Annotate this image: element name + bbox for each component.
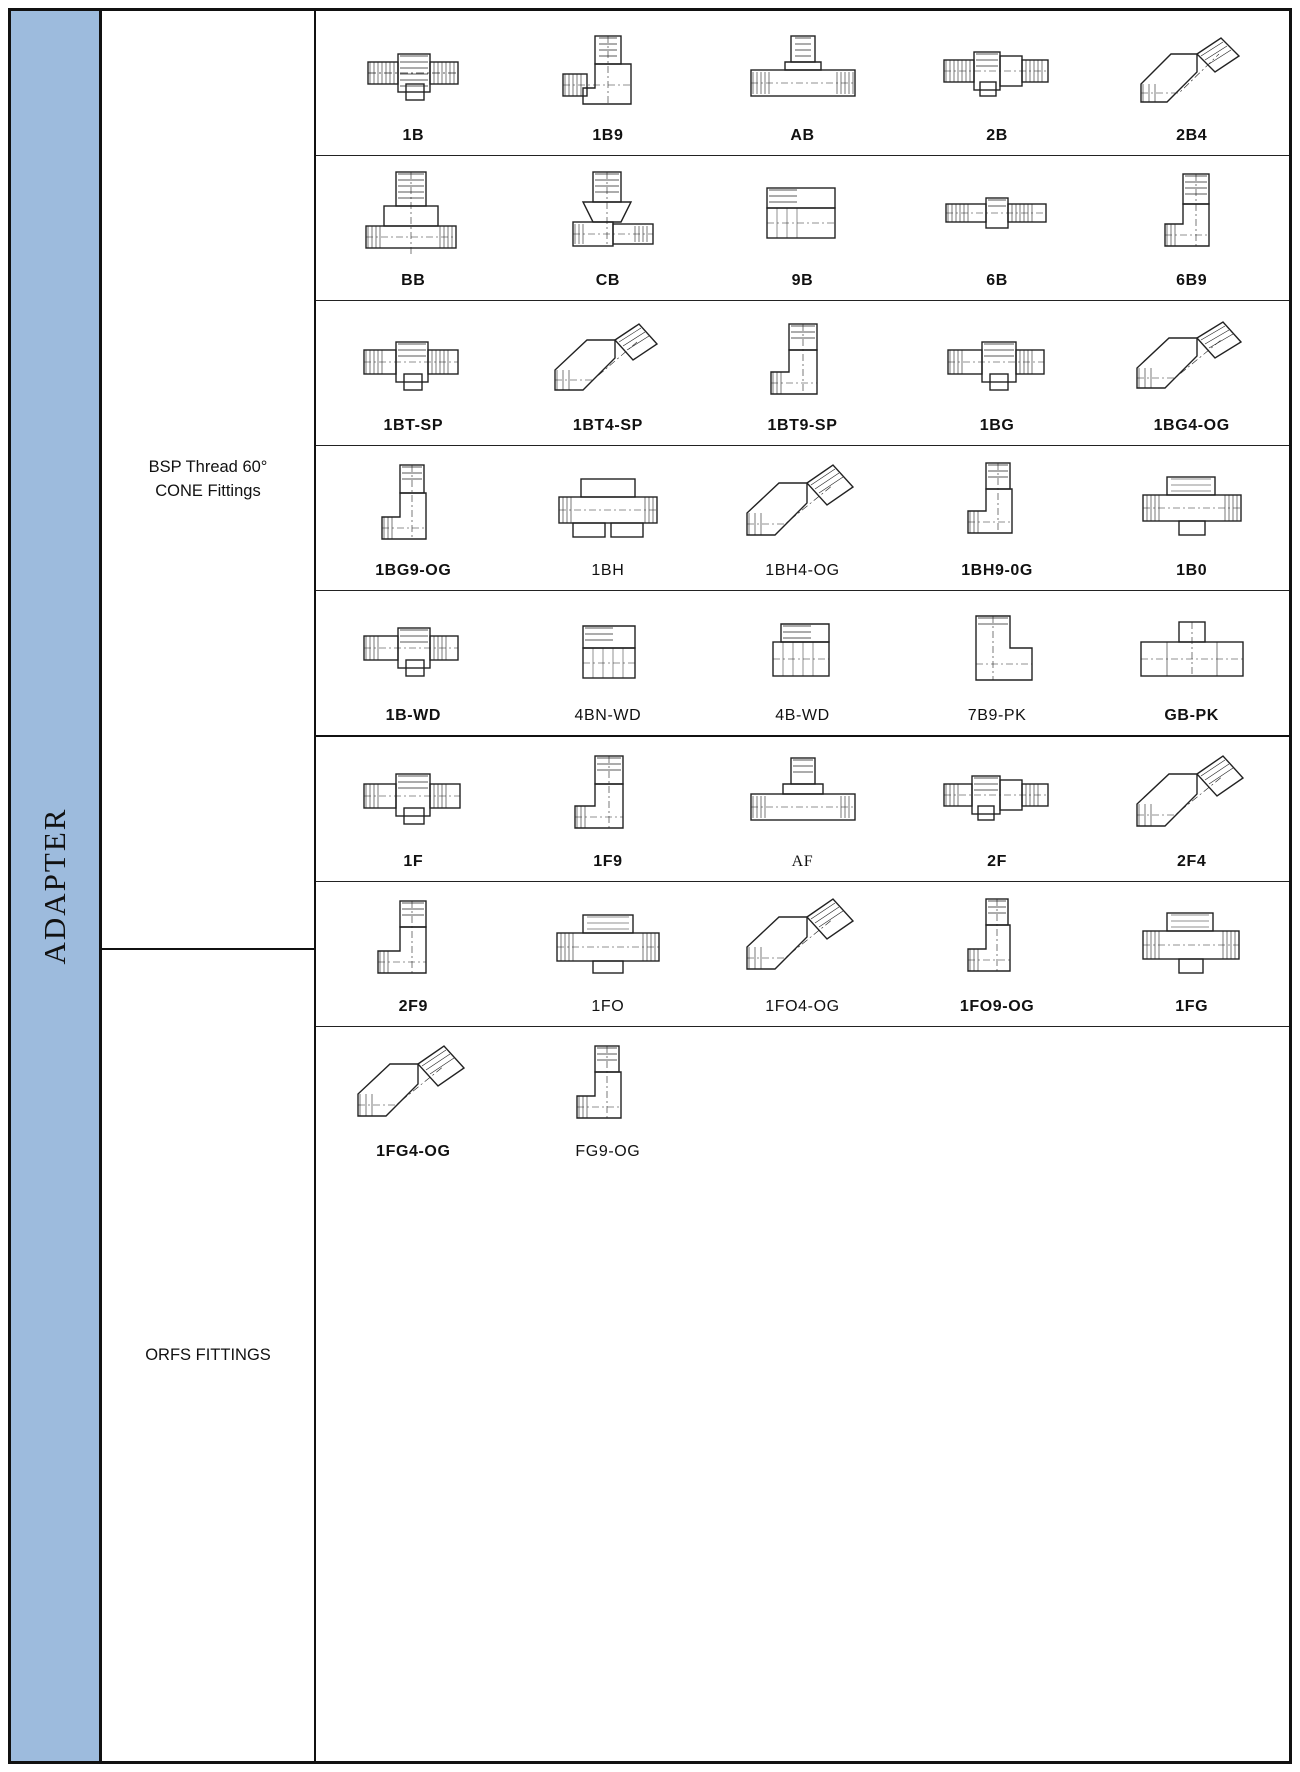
fitting-cell[interactable] — [705, 301, 900, 445]
fitting-row — [316, 301, 1289, 446]
fitting-cell[interactable] — [705, 591, 900, 735]
straight-oring-union-fitting-icon — [1096, 458, 1287, 554]
grid-filler — [316, 1171, 1289, 1761]
orfs-gasket-elbow-45-fitting-icon — [318, 1039, 509, 1135]
fitting-code: 1B9 — [592, 127, 624, 144]
fittings-grid — [316, 11, 1289, 1761]
elbow-45-hex-fitting-icon — [707, 458, 898, 554]
elbow-90-fitting-icon — [513, 23, 704, 119]
fitting-cell-empty — [1094, 1027, 1289, 1171]
orfs-oring-straight-fitting-icon — [513, 894, 704, 990]
fitting-row — [316, 11, 1289, 156]
straight-oring-fitting-icon — [902, 313, 1093, 409]
fitting-code: 1BH9-0G — [961, 562, 1033, 579]
fitting-cell[interactable] — [900, 156, 1095, 300]
orfs-straight-fitting-icon — [318, 749, 509, 845]
fitting-code: 1FO — [591, 998, 625, 1015]
orfs-gasket-straight-fitting-icon — [1096, 894, 1287, 990]
elbow-90-oring-fitting-icon — [318, 458, 509, 554]
orfs-oring-elbow-45-fitting-icon — [707, 894, 898, 990]
fitting-cell[interactable] — [900, 446, 1095, 590]
straight-weld-fitting-icon — [318, 603, 509, 699]
fitting-cell[interactable] — [1094, 11, 1289, 155]
fitting-code: 1B0 — [1176, 562, 1208, 579]
fitting-cell[interactable] — [900, 591, 1095, 735]
fitting-code: 9B — [791, 272, 814, 289]
orfs-elbow-90-long-fitting-icon — [318, 894, 509, 990]
fitting-row — [316, 737, 1289, 882]
nipple-fitting-icon — [902, 168, 1093, 264]
orfs-elbow-90-fitting-icon — [513, 749, 704, 845]
fitting-cell[interactable] — [316, 882, 511, 1026]
fitting-row — [316, 1027, 1289, 1171]
orfs-oring-elbow-90-fitting-icon — [902, 894, 1093, 990]
fitting-code: AB — [790, 127, 815, 144]
fitting-cell[interactable] — [1094, 446, 1289, 590]
category-column — [102, 11, 316, 1761]
fitting-code: 1B — [402, 127, 425, 144]
fitting-cell[interactable] — [511, 446, 706, 590]
fitting-cell[interactable] — [316, 737, 511, 881]
fitting-row — [316, 882, 1289, 1027]
fitting-code: AF — [791, 853, 814, 870]
elbow-90-male-fitting-icon — [1096, 168, 1287, 264]
fitting-cell[interactable] — [900, 301, 1095, 445]
fitting-cell[interactable] — [705, 882, 900, 1026]
fitting-code: 2F — [987, 853, 1008, 870]
fitting-cell[interactable] — [511, 11, 706, 155]
orfs-gasket-elbow-90-fitting-icon — [513, 1039, 704, 1135]
fitting-cell[interactable] — [1094, 737, 1289, 881]
category-label-line2: CONE Fittings — [155, 481, 261, 500]
catalog-sheet — [8, 8, 1292, 1764]
fitting-row — [316, 446, 1289, 591]
category-label-line1: ORFS FITTINGS — [145, 1345, 271, 1364]
spine-label: ADAPTER — [37, 807, 72, 965]
fitting-cell-empty — [705, 1027, 900, 1171]
elbow-45-swivel-fitting-icon — [513, 313, 704, 409]
elbow-90-hex-fitting-icon — [902, 458, 1093, 554]
fitting-cell[interactable] — [511, 301, 706, 445]
fitting-code: GB-PK — [1164, 707, 1219, 724]
fitting-code: 1FG4-OG — [376, 1143, 451, 1160]
straight-hex-fitting-icon — [513, 458, 704, 554]
fitting-code: BB — [401, 272, 426, 289]
fitting-code: 2F9 — [398, 998, 428, 1015]
fitting-cell[interactable] — [511, 737, 706, 881]
straight-long-fitting-icon — [902, 23, 1093, 119]
orfs-tee-fitting-icon — [707, 749, 898, 845]
fitting-cell[interactable] — [705, 446, 900, 590]
category-bsp-thread-60-cone-fittings — [102, 11, 314, 950]
fitting-code: CB — [595, 272, 621, 289]
straight-swivel-fitting-icon — [318, 313, 509, 409]
fitting-code: 4BN-WD — [574, 707, 642, 724]
fitting-cell[interactable] — [316, 1027, 511, 1171]
fitting-code: 1BT9-SP — [767, 417, 838, 434]
fitting-cell-empty — [900, 1027, 1095, 1171]
fitting-cell[interactable] — [900, 737, 1095, 881]
fitting-code: 1BH — [591, 562, 625, 579]
bulkhead-union-fitting-icon — [318, 168, 509, 264]
fitting-row — [316, 591, 1289, 737]
fitting-cell[interactable] — [1094, 156, 1289, 300]
fitting-code: 6B — [986, 272, 1008, 289]
fitting-code: 1FG — [1175, 998, 1209, 1015]
fitting-cell[interactable] — [1094, 301, 1289, 445]
fitting-cell[interactable] — [316, 446, 511, 590]
fitting-code: 1F9 — [593, 853, 623, 870]
fitting-code: 1BG9-OG — [375, 562, 452, 579]
fitting-code: 1F — [403, 853, 424, 870]
fitting-cell[interactable] — [705, 737, 900, 881]
fitting-cell[interactable] — [511, 591, 706, 735]
weld-adapter-fitting-icon — [707, 603, 898, 699]
elbow-90-swivel-fitting-icon — [707, 313, 898, 409]
fitting-cell[interactable] — [900, 882, 1095, 1026]
tee-plug-fitting-icon — [1096, 603, 1287, 699]
fitting-cell[interactable] — [316, 11, 511, 155]
cone-union-fitting-icon — [513, 168, 704, 264]
fitting-cell[interactable] — [705, 156, 900, 300]
fitting-cell[interactable] — [1094, 591, 1289, 735]
fitting-cell[interactable] — [1094, 882, 1289, 1026]
fitting-code: 1BG4-OG — [1153, 417, 1230, 434]
orfs-elbow-45-fitting-icon — [1096, 749, 1287, 845]
fitting-cell[interactable] — [705, 11, 900, 155]
straight-union-fitting-icon — [318, 23, 509, 119]
fitting-cell[interactable] — [316, 591, 511, 735]
fitting-code: 4B-WD — [775, 707, 830, 724]
fitting-row — [316, 156, 1289, 301]
category-orfs-fittings — [102, 950, 314, 1761]
fitting-code: 1B-WD — [385, 707, 442, 724]
fitting-code: 1BT-SP — [383, 417, 444, 434]
category-label-line1: BSP Thread 60° — [148, 457, 268, 476]
orfs-straight-long-fitting-icon — [902, 749, 1093, 845]
fitting-code: 2B — [986, 127, 1008, 144]
fitting-cell[interactable] — [511, 156, 706, 300]
fitting-cell[interactable] — [316, 301, 511, 445]
fitting-code: 1BG — [979, 417, 1015, 434]
fitting-cell[interactable] — [316, 156, 511, 300]
fitting-code: 6B9 — [1176, 272, 1208, 289]
fitting-code: 2B4 — [1176, 127, 1208, 144]
fitting-code: 1BT4-SP — [572, 417, 643, 434]
weld-nipple-fitting-icon — [513, 603, 704, 699]
adapter-spine — [11, 11, 102, 1761]
fitting-code: 1FO4-OG — [765, 998, 840, 1015]
fitting-code: FG9-OG — [575, 1143, 641, 1160]
tee-fitting-icon — [707, 23, 898, 119]
fitting-cell[interactable] — [511, 1027, 706, 1171]
elbow-90-plug-fitting-icon — [902, 603, 1093, 699]
elbow-45-fitting-icon — [1096, 23, 1287, 119]
plug-fitting-icon — [707, 168, 898, 264]
fitting-code: 7B9-PK — [967, 707, 1027, 724]
fitting-code: 2F4 — [1176, 853, 1207, 870]
fitting-cell[interactable] — [511, 882, 706, 1026]
fitting-cell[interactable] — [900, 11, 1095, 155]
elbow-45-oring-fitting-icon — [1096, 313, 1287, 409]
fitting-code: 1FO9-OG — [959, 998, 1035, 1015]
fitting-code: 1BH4-OG — [765, 562, 840, 579]
